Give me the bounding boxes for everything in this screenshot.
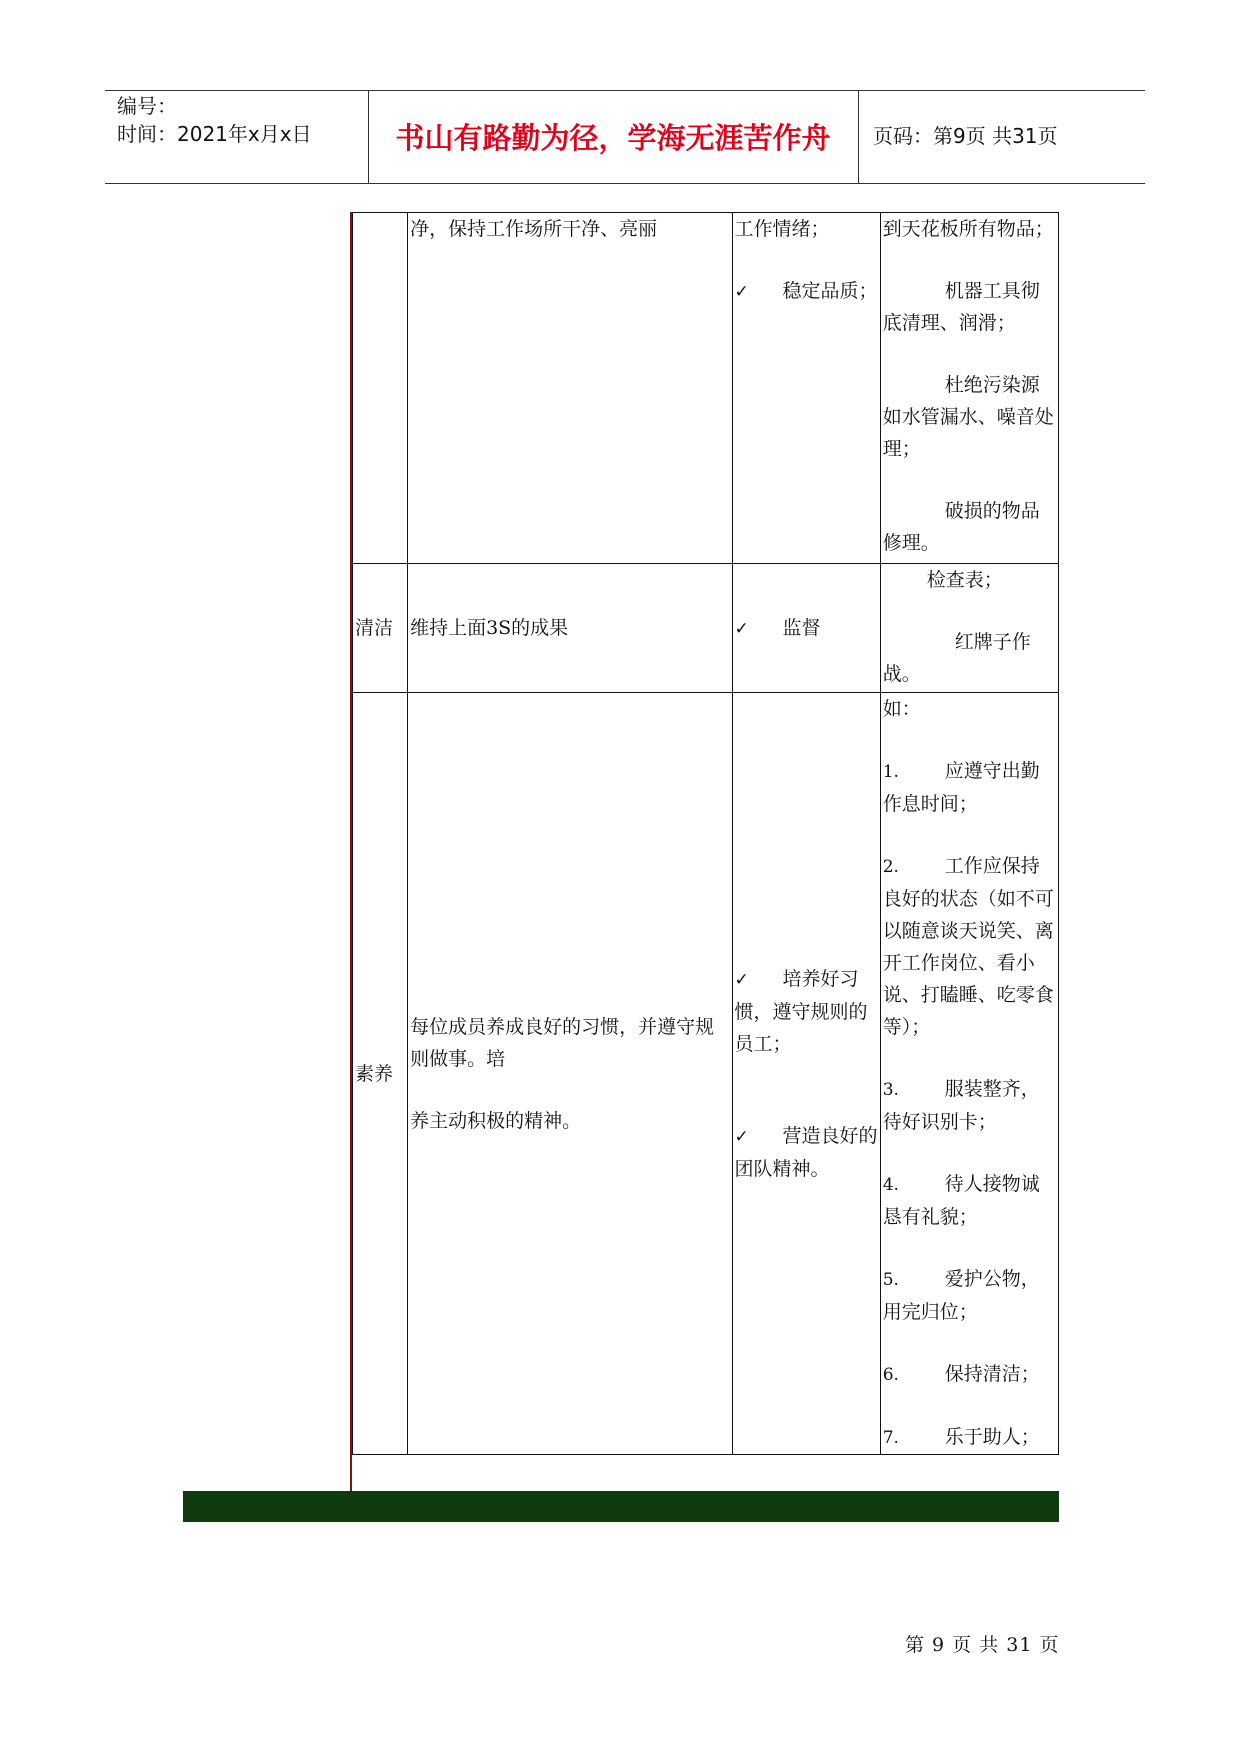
examples-intro: 如：	[882, 698, 921, 720]
header-bottom-rule	[105, 183, 1145, 184]
row-examples	[880, 564, 1058, 693]
table-row	[353, 693, 1059, 1455]
page-label: 页码：第9页 共31页	[873, 124, 1058, 148]
list-item: 4. 待人接物诚恳有礼貌；	[882, 1173, 1040, 1228]
effect-text: 营造良好的团队精神。	[734, 1124, 878, 1180]
row-desc	[408, 564, 732, 693]
header-meta	[117, 92, 312, 148]
example-text: 检查表；	[926, 569, 1003, 591]
list-item: 7. 乐于助人；	[882, 1426, 1040, 1448]
header-top-rule	[105, 90, 1145, 91]
row-effects	[732, 693, 880, 1455]
list-item: 2. 工作应保持良好的状态（如不可以随意谈天说笑、离开工作岗位、看小说、打瞌睡、吃零食等）；	[882, 855, 1054, 1038]
list-item: 1. 应遵守出勤作息时间；	[882, 760, 1040, 815]
row-desc	[408, 693, 732, 1455]
list-item: 3. 服装整齐，待好识别卡；	[882, 1078, 1040, 1133]
effect-text: 监督	[782, 616, 821, 639]
row-name: 清洁	[353, 564, 408, 693]
list-item: 6. 保持清洁；	[882, 1363, 1040, 1385]
list-item: 5. 爱护公物，用完归位；	[882, 1268, 1040, 1323]
checkmark-icon: ✓	[734, 618, 749, 639]
slogan: 书山有路勤为径，学海无涯苦作舟	[395, 121, 831, 155]
effect-item	[735, 963, 880, 1060]
example-text: 破损的物品修理。	[882, 500, 1040, 554]
example-text: 杜绝污染源如水管漏水、噪音处理；	[882, 374, 1054, 460]
desc-text: 每位成员养成良好的习惯，并遵守规则做事。培	[410, 1015, 715, 1070]
time-label: 时间：2021年x月x日	[117, 122, 312, 146]
table-row	[353, 564, 1059, 693]
page-footer: 第 9 页 共 31 页	[905, 1634, 1060, 1656]
example-text: 机器工具彻底清理、润滑；	[882, 280, 1040, 334]
row-effects	[732, 564, 880, 693]
effect-item	[735, 612, 880, 645]
effect-text: 培养好习惯，遵守规则的员工；	[734, 967, 868, 1055]
desc-text: 净，保持工作场所干净、亮丽	[410, 218, 658, 240]
page-header	[105, 90, 1145, 184]
code-label: 编号：	[117, 94, 177, 118]
effect-text: 工作情绪；	[734, 218, 830, 240]
desc-text: 养主动积极的精神。	[410, 1109, 582, 1132]
effect-item	[735, 1120, 880, 1185]
checkmark-icon: ✓	[734, 1126, 749, 1147]
row-examples	[880, 693, 1058, 1455]
row-examples	[880, 213, 1058, 564]
effect-text: 稳定品质；	[782, 280, 878, 302]
row-desc	[408, 213, 732, 564]
table-row	[353, 213, 1059, 564]
5s-table	[352, 212, 1059, 1455]
example-text: 红牌子作战。	[882, 631, 1031, 685]
row-name	[353, 213, 408, 564]
desc-text: 维持上面3S的成果	[410, 617, 569, 639]
checkmark-icon: ✓	[734, 969, 749, 990]
example-text: 到天花板所有物品；	[882, 218, 1054, 240]
effect-item	[735, 275, 880, 308]
row-effects	[732, 213, 880, 564]
checkmark-icon: ✓	[734, 282, 749, 302]
decorative-bar	[183, 1491, 1059, 1522]
row-name: 素养	[353, 693, 408, 1455]
header-divider	[858, 90, 859, 184]
